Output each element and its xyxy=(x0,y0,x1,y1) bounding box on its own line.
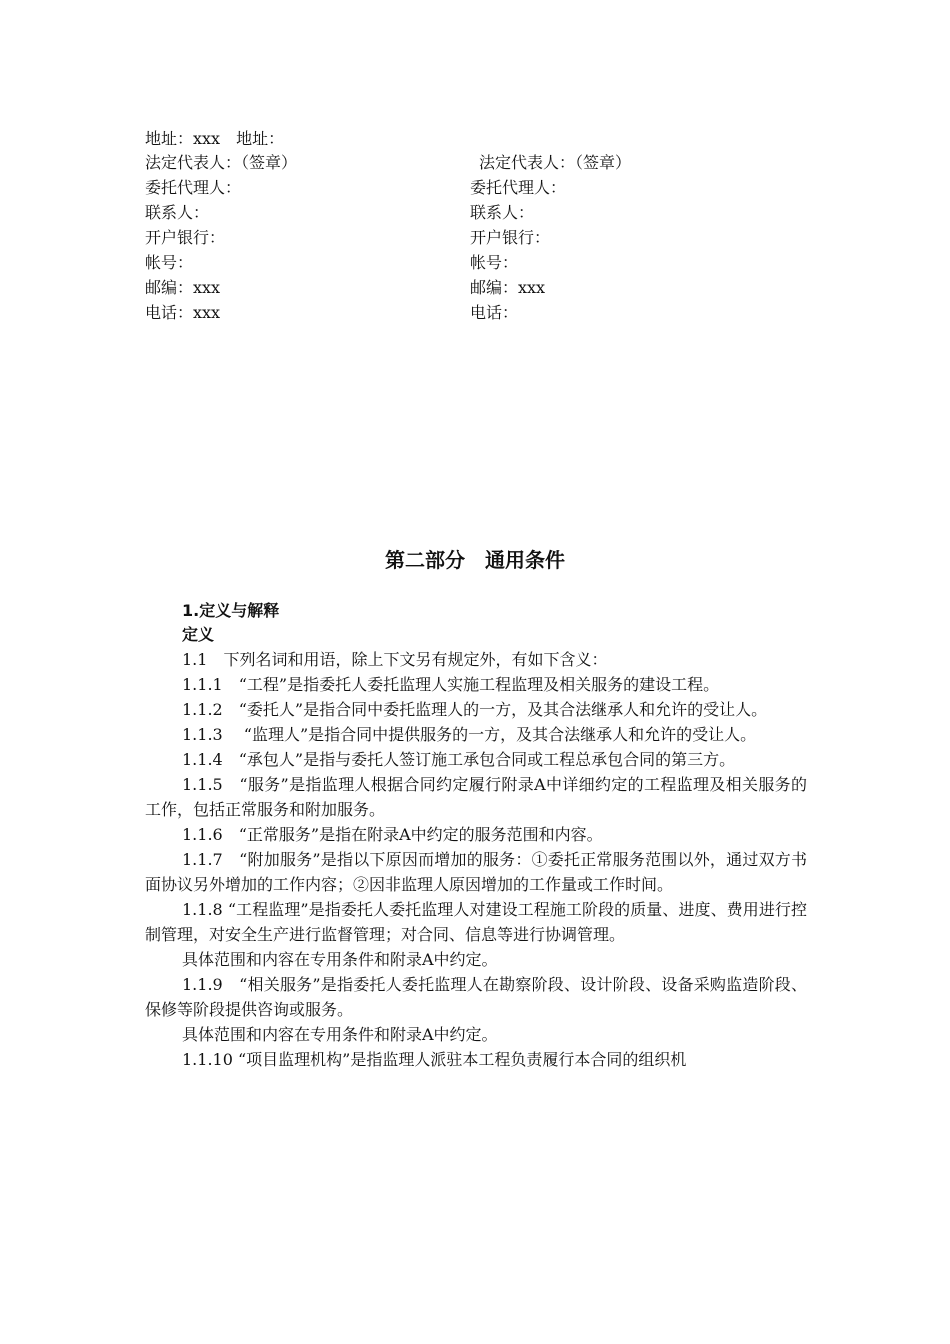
paragraph: 1.1.9 “相关服务”是指委托人委托监理人在勘察阶段、设计阶段、设备采购监造阶段、保修等阶段提供咨询或服务。 xyxy=(145,975,807,1019)
paragraph: 1.1.1 “工程”是指委托人委托监理人实施工程监理及相关服务的建设工程。 xyxy=(182,675,720,694)
right-contact: 联系人： xyxy=(470,203,535,222)
subheading: 定义 xyxy=(182,625,215,644)
left-contact: 联系人： xyxy=(145,203,210,222)
paragraph: 1.1.3 “监理人”是指合同中提供服务的一方，及其合法继承人和允许的受让人。 xyxy=(182,725,757,744)
paragraph: 具体范围和内容在专用条件和附录A中约定。 xyxy=(182,950,498,969)
left-agent: 委托代理人： xyxy=(145,178,242,197)
right-phone: 电话： xyxy=(470,303,519,322)
left-phone: 电话：xxx xyxy=(145,303,221,322)
paragraph: 1.1.5 “服务”是指监理人根据合同约定履行附录A中详细约定的工程监理及相关服务的工作，包括正常服务和附加服务。 xyxy=(145,775,807,819)
paragraph: 1.1.2 “委托人”是指合同中委托监理人的一方，及其合法继承人和允许的受让人。 xyxy=(182,700,768,719)
right-postcode: 邮编：xxx xyxy=(470,278,546,297)
right-account: 帐号： xyxy=(470,253,519,272)
paragraph: 1.1.6 “正常服务”是指在附录A中约定的服务范围和内容。 xyxy=(182,825,603,844)
part-title: 第二部分 通用条件 xyxy=(385,548,565,572)
clause-body xyxy=(145,647,807,1072)
paragraph: 1.1.8 “工程监理”是指委托人委托监理人对建设工程施工阶段的质量、进度、费用进行控制管理，对安全生产进行监督管理；对合同、信息等进行协调管理。 xyxy=(145,900,807,944)
left-account: 帐号： xyxy=(145,253,194,272)
left-bank: 开户银行： xyxy=(145,228,226,247)
left-postcode: 邮编：xxx xyxy=(145,278,221,297)
left-legal-rep: 法定代表人：（签章） xyxy=(145,153,298,172)
paragraph: 1.1.7 “附加服务”是指以下原因而增加的服务：①委托正常服务范围以外，通过双方书面协议另外增加的工作内容；②因非监理人原因增加的工作量或工作时间。 xyxy=(145,850,807,894)
right-legal-rep: 法定代表人：（签章） xyxy=(479,153,632,172)
section-heading: 1.定义与解释 xyxy=(182,601,280,620)
right-bank: 开户银行： xyxy=(470,228,551,247)
paragraph: 1.1.4 “承包人”是指与委托人签订施工承包合同或工程总承包合同的第三方。 xyxy=(182,750,736,769)
address-row: 地址：xxx 地址： xyxy=(145,129,285,148)
paragraph: 1.1 下列名词和用语，除上下文另有规定外，有如下含义： xyxy=(182,650,608,669)
paragraph: 具体范围和内容在专用条件和附录A中约定。 xyxy=(182,1025,498,1044)
paragraph: 1.1.10 “项目监理机构”是指监理人派驻本工程负责履行本合同的组织机 xyxy=(182,1050,687,1069)
right-agent: 委托代理人： xyxy=(470,178,567,197)
